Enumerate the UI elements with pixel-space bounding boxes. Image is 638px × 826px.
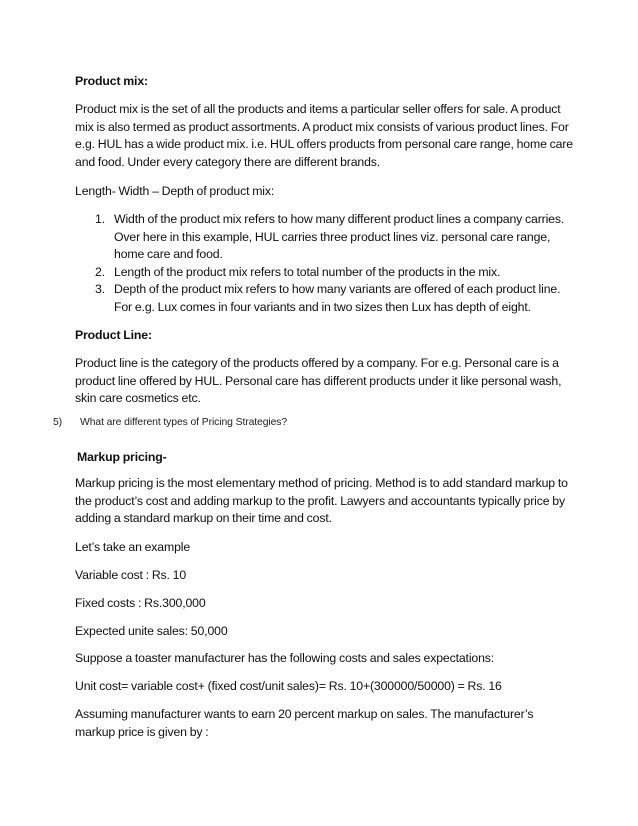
product-line-heading: Product Line: (75, 328, 152, 342)
list-item-text: Depth of the product mix refers to how many variants are offered of each product line. For e.g. Lux comes in four variants and in two sizes then Lux has depth of eight. (114, 282, 561, 314)
question-number: 5) (53, 417, 63, 428)
product-mix-dimensions-intro: Length- Width – Depth of product mix: (75, 184, 275, 198)
example-intro: Let’s take an example (75, 540, 191, 554)
list-item-number: 1. (95, 212, 105, 226)
product-mix-paragraph: Product mix is the set of all the products and items a particular seller offers for sale. A product mix is also termed as product assortments. A product mix consists of various product lines. For e.g. HUL has a wide product mix. i.e. HUL offers products from personal care range, home care and food. Under every category there are different brands. (75, 102, 573, 169)
product-line-paragraph: Product line is the category of the products offered by a company. For e.g. Personal care is a product line offered by HUL. Personal care has different products under it like personal wash, skin care cosmetics etc. (75, 356, 562, 406)
list-item (75, 211, 575, 264)
markup-pricing-heading: Markup pricing- (77, 450, 167, 464)
markup-pricing-paragraph: Markup pricing is the most elementary method of pricing. Method is to add standard markup to the product’s cost and adding markup to the profit. Lawyers and accountants typically price by adding a standard markup on their time and cost. (75, 476, 568, 526)
list-item-number: 3. (95, 282, 105, 297)
unit-cost-formula: Unit cost= variable cost+ (fixed cost/unit sales)= Rs. 10+(300000/50000) = Rs. 16 (75, 679, 502, 693)
product-mix-dimensions-list (75, 211, 575, 317)
fixed-costs: Fixed costs : Rs.300,000 (75, 596, 206, 610)
list-item (75, 281, 575, 316)
list-item-text: Width of the product mix refers to how many different product lines a company carries. Over here in this example, HUL carries three product lines viz. personal care range, home care and food. (114, 212, 565, 262)
list-item-number: 2. (95, 264, 105, 279)
product-mix-heading: Product mix: (75, 74, 148, 88)
list-item (75, 264, 575, 282)
suppose-text: Suppose a toaster manufacturer has the following costs and sales expectations: (75, 651, 495, 665)
assuming-paragraph: Assuming manufacturer wants to earn 20 percent markup on sales. The manufacturer’s markup price is given by : (75, 707, 534, 739)
expected-sales: Expected unite sales: 50,000 (75, 624, 228, 638)
list-item-text: Length of the product mix refers to total number of the products in the mix. (114, 264, 501, 279)
variable-cost: Variable cost : Rs. 10 (75, 568, 187, 582)
question-text: What are different types of Pricing Strategies? (80, 417, 288, 428)
